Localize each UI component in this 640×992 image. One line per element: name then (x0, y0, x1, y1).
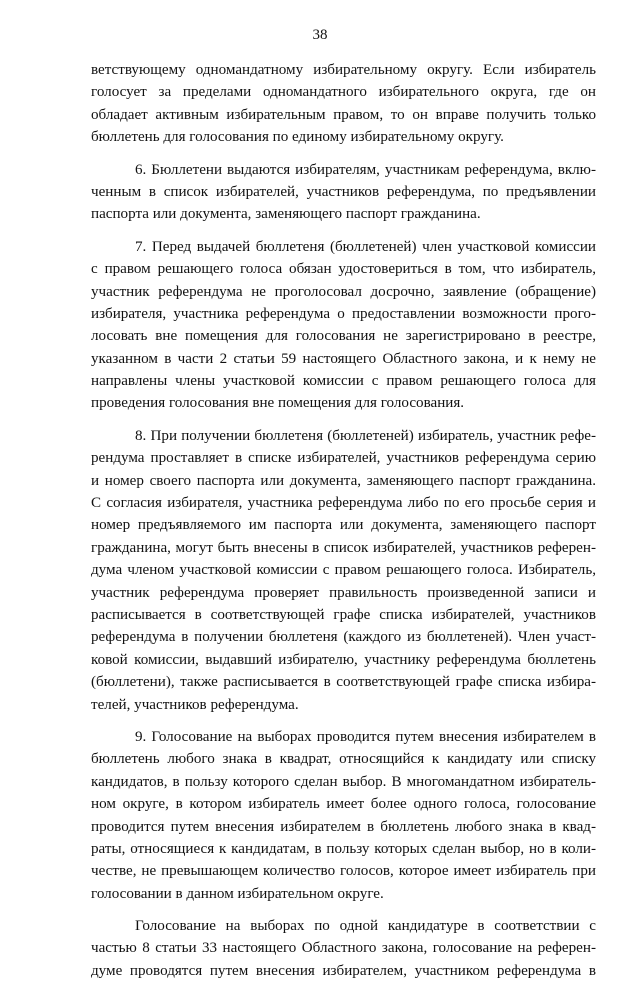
text-line: участник референдума проверяет правильность произведенной записи и (91, 584, 596, 601)
text-line: кандидатов, в пользу которого сделан выбор. В многомандатном избиратель- (91, 773, 596, 790)
text-line: голосовании в данном избирательном округе. (91, 885, 384, 902)
text-line: С согласия избирателя, участника референдума либо по его просьбе серия и (91, 495, 596, 512)
paragraph-6 (91, 915, 596, 982)
page-number: 38 (312, 27, 328, 43)
text-line: 8. При получении бюллетеня (бюллетеней) избиратель, участник рефе- (135, 427, 596, 444)
text-line: ном округе, в котором избиратель имеет более одного голоса, голосование (91, 796, 596, 813)
text-line: ковой комиссии, выдавший избирателю, участнику референдума бюллетень (91, 651, 596, 668)
text-line: номер предъявляемого им паспорта или документа, заменяющего паспорт (91, 517, 596, 534)
text-line: обладает активным избирательным правом, то он вправе получить только (91, 106, 596, 123)
text-line: рендума проставляет в списке избирателей, участников референдума серию (91, 450, 596, 467)
text-line: частью 8 статьи 33 настоящего Областного закона, голосование на референ- (91, 940, 596, 957)
text-line: думе проводятся путем внесения избирателем, участником референдума в (91, 962, 596, 979)
text-line: направлены члены участковой комиссии с правом решающего голоса для (91, 373, 596, 390)
paragraph-2 (91, 159, 596, 226)
paragraph-4 (91, 425, 596, 716)
text-line: избирателя, участника референдума о предоставлении возможности прого- (91, 305, 596, 322)
text-line: расписывается в соответствующей графе списка избирателей, участников (91, 606, 596, 623)
text-line: с правом решающего голоса обязан удостовериться в том, что избиратель, (91, 261, 596, 278)
text-line: бюллетень для голосования по единому избирательному округу. (91, 129, 504, 146)
text-line: бюллетень любого знака в квадрат, относящийся к кандидату или списку (91, 751, 596, 768)
text-line: (бюллетени), также расписывается в соответствующей графе списка избира- (91, 674, 596, 691)
text-line: проведения голосования вне помещения для голосования. (91, 395, 465, 412)
text-line: проводится путем внесения избирателем в бюллетень любого знака в квад- (91, 818, 596, 835)
text-line: участник референдума не проголосовал досрочно, заявление (обращение) (91, 283, 596, 300)
text-line: паспорта или документа, заменяющего паспорт гражданина. (91, 206, 481, 223)
text-line: раты, относящиеся к кандидатам, в пользу которых сделан выбор, но в коли- (91, 840, 596, 857)
text-line: ветствующему одномандатному избирательному округу. Если избиратель (91, 62, 596, 78)
text-line: указанном в части 2 статьи 59 настоящего Областного закона, и к нему не (91, 350, 596, 367)
text-line: 7. Перед выдачей бюллетеня (бюллетеней) член участковой комиссии (135, 238, 596, 255)
text-line: гражданина, могут быть внесены в список избирателей, участников референ- (91, 539, 596, 556)
paragraph-5 (91, 726, 596, 905)
text-line: голосует за пределами одномандатного избирательного округа, где он (91, 84, 596, 101)
paragraph-3 (91, 236, 596, 415)
text-line: дума членом участковой комиссии с правом решающего голоса. Избиратель, (91, 562, 596, 579)
text-line: телей, участников референдума. (91, 696, 299, 713)
text-line: 9. Голосование на выборах проводится путем внесения избирателем в (135, 728, 596, 745)
text-line: референдума в получении бюллетеня (каждого из бюллетеней). Член участ- (91, 629, 596, 646)
text-line: Голосование на выборах по одной кандидатуре в соответствии с (135, 918, 596, 935)
text-line: лосовать вне помещения для голосования не зарегистрировано в реестре, (91, 328, 596, 345)
paragraph-1 (91, 59, 596, 149)
text-line: ченным в список избирателей, участников референдума, по предъявлении (91, 183, 596, 200)
text-line: честве, не превышающем количество голосов, которое имеет избиратель при (91, 863, 596, 880)
document-body (91, 59, 596, 992)
text-line: 6. Бюллетени выдаются избирателям, участникам референдума, вклю- (135, 161, 596, 178)
text-line: и номер своего паспорта или документа, заменяющего паспорт гражданина. (91, 472, 596, 489)
